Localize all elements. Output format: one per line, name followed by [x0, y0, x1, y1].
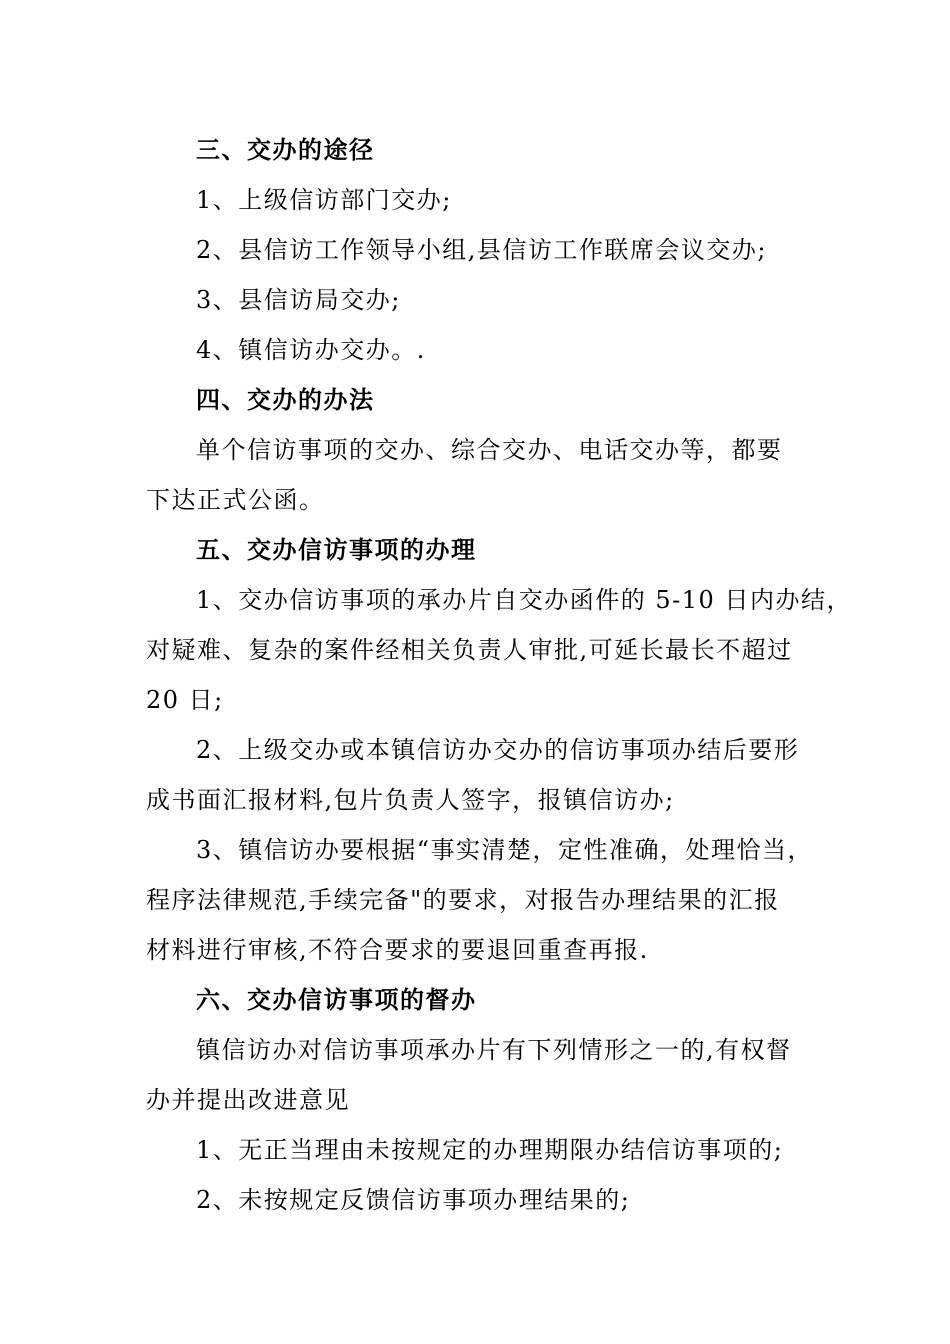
section-heading-3: 三、交办的途径 [196, 136, 375, 164]
paragraph-line: 下达正式公函。 [146, 486, 325, 514]
paragraph-line: 成书面汇报材料,包片负责人签字，报镇信访办; [146, 786, 675, 814]
list-item: 4、镇信访办交办。. [196, 336, 426, 364]
list-item: 3、县信访局交办; [196, 286, 401, 314]
paragraph-line: 材料进行审核,不符合要求的要退回重查再报. [146, 936, 649, 964]
section-heading-4: 四、交办的办法 [196, 386, 375, 414]
list-item: 1、无正当理由未按规定的办理期限办结信访事项的; [196, 1136, 784, 1164]
paragraph-line: 2、上级交办或本镇信访办交办的信访事项办结后要形 [196, 736, 800, 764]
section-heading-6: 六、交办信访事项的督办 [196, 986, 477, 1014]
paragraph-line: 镇信访办对信访事项承办片有下列情形之一的,有权督 [196, 1036, 792, 1064]
paragraph-line: 对疑难、复杂的案件经相关负责人审批,可延长最长不超过 [146, 636, 793, 664]
paragraph-line: 程序法律规范,手续完备"的要求，对报告办理结果的汇报 [146, 886, 780, 914]
list-item: 1、上级信访部门交办; [196, 186, 452, 214]
section-heading-5: 五、交办信访事项的办理 [196, 536, 477, 564]
paragraph-line: 办并提出改进意见 [146, 1086, 350, 1114]
paragraph-line: 1、交办信访事项的承办片自交办函件的 5-10 日内办结， [196, 586, 852, 614]
paragraph-line: 3、镇信访办要根据“事实清楚，定性准确，处理恰当， [196, 836, 814, 864]
paragraph-line: 20 日; [146, 686, 224, 714]
paragraph-line: 单个信访事项的交办、综合交办、电话交办等，都要 [196, 436, 783, 464]
list-item: 2、县信访工作领导小组,县信访工作联席会议交办; [196, 236, 767, 264]
list-item: 2、未按规定反馈信访事项办理结果的; [196, 1186, 631, 1214]
